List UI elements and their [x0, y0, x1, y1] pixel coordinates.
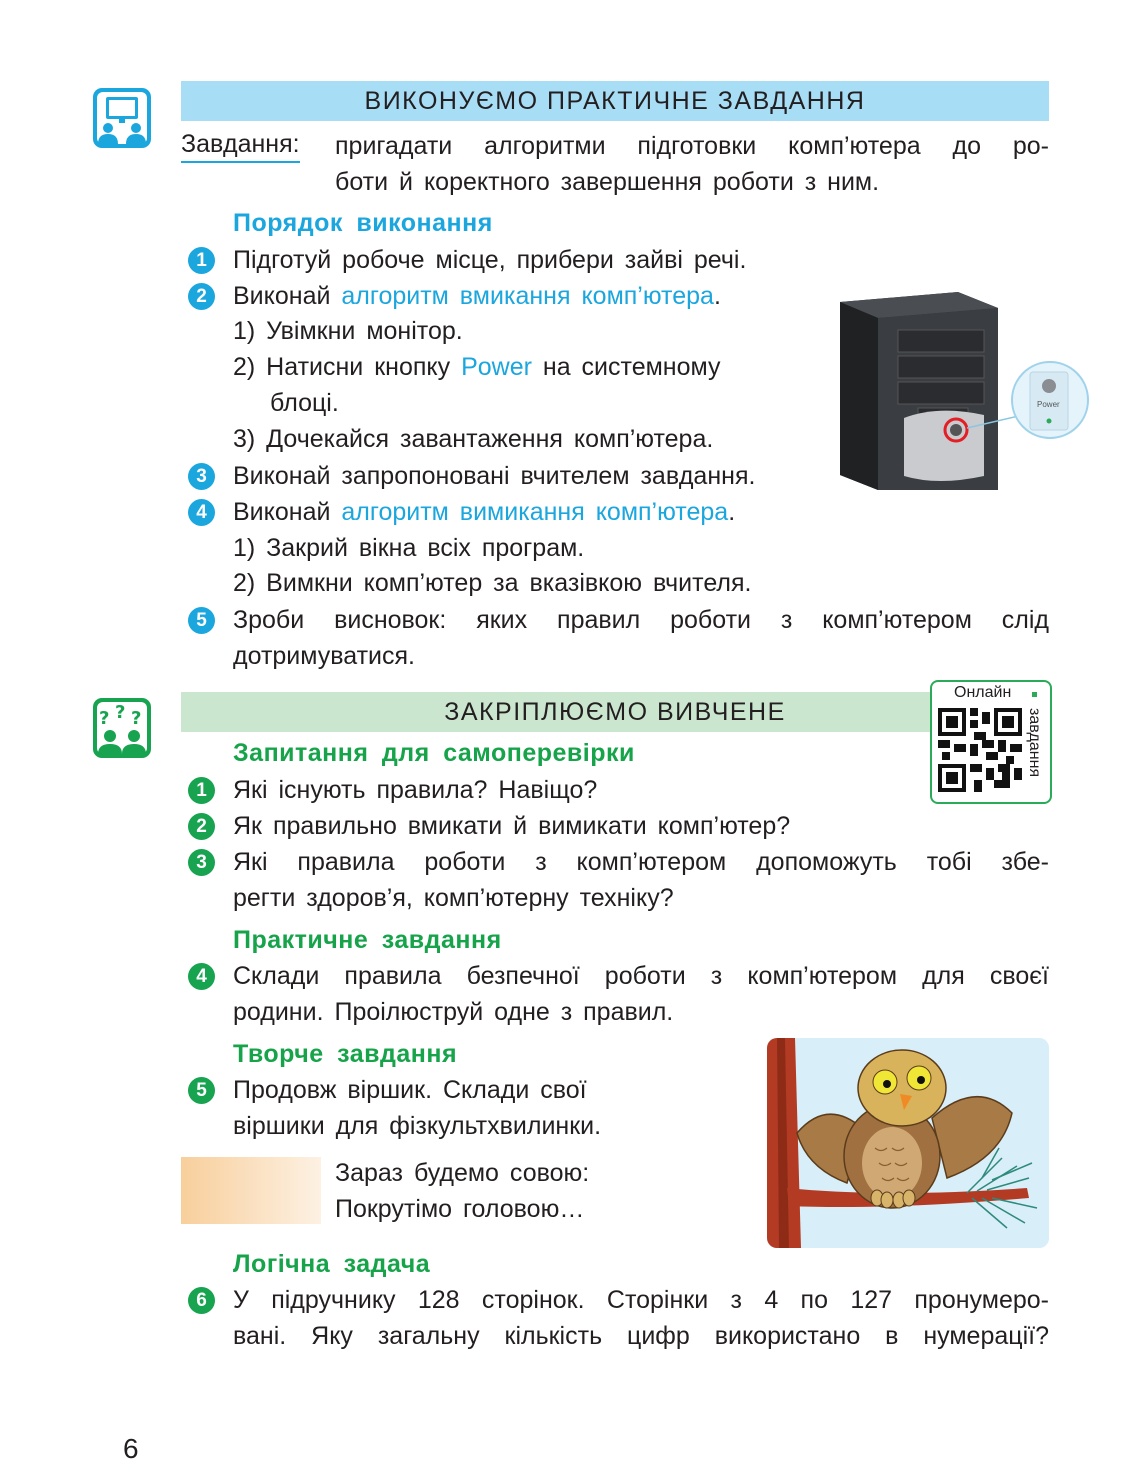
section-banner-review: ЗАКРІПЛЮЄМО ВИВЧЕНЕ [181, 692, 1049, 732]
question-1-text: Які існують правила? Навіщо? [233, 776, 598, 804]
question-number-6: 6 [188, 1287, 215, 1314]
questions-icon [93, 698, 151, 758]
question-number-5: 5 [188, 1077, 215, 1104]
task-text-line1: пригадати алгоритми підготовки комп’ютера до ро- [335, 132, 1049, 160]
online-dot [1032, 692, 1037, 697]
question-number-3: 3 [188, 849, 215, 876]
creative-heading: Творче завдання [233, 1040, 458, 1068]
question-6-line1: У підручнику 128 сторінок. Сторінки з 4 по 127 пронумеро- [233, 1286, 1049, 1314]
online-tasks-qr[interactable] [930, 680, 1052, 804]
computer-class-icon [93, 88, 151, 148]
question-number-1: 1 [188, 777, 215, 804]
step-number-2: 2 [188, 283, 215, 310]
substep-on-2-prefix: 2) Натисни кнопку [233, 353, 462, 381]
step-number-1: 1 [188, 247, 215, 274]
page-number: 6 [123, 1433, 139, 1464]
question-4-line2: родини. Проілюструй одне з правил. [233, 998, 674, 1026]
task-label: Завдання: [181, 128, 300, 163]
question-5-line2: віршики для фізкультхвилинки. [233, 1112, 602, 1140]
step-3-text: Виконай запропоновані вчителем завдання. [233, 462, 756, 490]
online-label: Онлайн [954, 684, 1012, 701]
step-4-text [233, 494, 735, 530]
owl-illustration [767, 1038, 1049, 1248]
step-4-prefix: Виконай [233, 498, 342, 526]
question-number-2: 2 [188, 813, 215, 840]
step-number-3: 3 [188, 463, 215, 490]
computer-tower-illustration [838, 290, 1090, 492]
step-2-text [233, 278, 721, 314]
poem-line2: Покрутімо головою… [335, 1195, 585, 1223]
step-4-suffix: . [728, 498, 736, 526]
order-heading: Порядок виконання [233, 209, 493, 237]
substep-on-1: 1) Увімкни монітор. [233, 317, 463, 345]
step-2-suffix: . [713, 282, 721, 310]
substep-on-2 [233, 349, 720, 385]
poem-line1: Зараз будемо совою: [335, 1159, 590, 1187]
question-number-4: 4 [188, 963, 215, 990]
svg-text:?: ? [115, 702, 126, 723]
section-banner-practical: ВИКОНУЄМО ПРАКТИЧНЕ ЗАВДАННЯ [181, 81, 1049, 121]
online-vertical-label: завдання [1026, 708, 1043, 778]
qr-code-icon [938, 708, 1022, 792]
step-number-5: 5 [188, 607, 215, 634]
substep-on-2-line2: блоці. [270, 389, 339, 417]
substep-on-2-suffix: на системному [531, 353, 721, 381]
svg-text:?: ? [131, 708, 142, 729]
substep-off-2: 2) Вимкни комп’ютер за вказівкою вчителя. [233, 569, 752, 597]
step-5-line1: Зроби висновок: яких правил роботи з комп’ютером слід [233, 606, 1049, 634]
practical-heading: Практичне завдання [233, 926, 502, 954]
question-3-line2: регти здоров’я, комп’ютерну техніку? [233, 884, 674, 912]
substep-on-3: 3) Дочекайся завантаження комп’ютера. [233, 425, 714, 453]
power-word: Power [461, 353, 532, 381]
step-5-line2: дотримуватися. [233, 642, 415, 670]
task-text-line2: боти й коректного завершення роботи з ним. [335, 168, 880, 196]
step-2-prefix: Виконай [233, 282, 342, 310]
power-button-label: Power [1037, 400, 1060, 409]
question-4-line1: Склади правила безпечної роботи з комп’ютером для своєї [233, 962, 1049, 990]
self-check-heading: Запитання для самоперевірки [233, 739, 635, 767]
algorithm-off-link: алгоритм вимикання комп’ютера [341, 498, 729, 526]
question-2-text: Як правильно вмикати й вимикати комп’ютер? [233, 812, 791, 840]
poem-gradient-bar [181, 1157, 321, 1224]
step-1-text: Підготуй робоче місце, прибери зайві речі. [233, 246, 747, 274]
question-6-line2: вані. Яку загальну кількість цифр використано в нумерації? [233, 1322, 1049, 1350]
substep-off-1: 1) Закрий вікна всіх програм. [233, 534, 585, 562]
logic-heading: Логічна задача [233, 1250, 431, 1278]
question-5-line1: Продовж віршик. Склади свої [233, 1076, 587, 1104]
svg-text:?: ? [99, 708, 110, 729]
question-3-line1: Які правила роботи з комп’ютером допоможуть тобі збе- [233, 848, 1049, 876]
step-number-4: 4 [188, 499, 215, 526]
algorithm-on-link: алгоритм вмикання комп’ютера [341, 282, 714, 310]
